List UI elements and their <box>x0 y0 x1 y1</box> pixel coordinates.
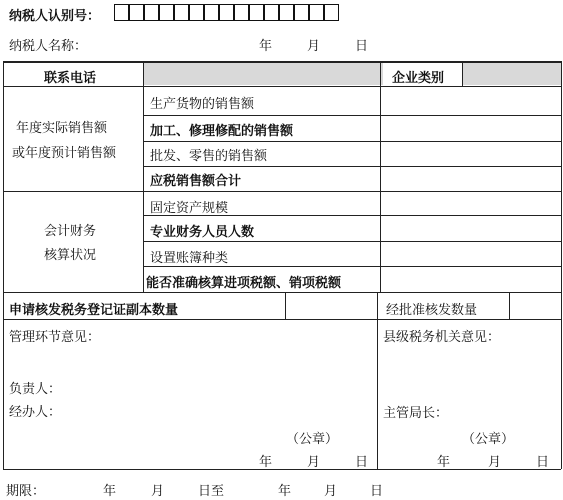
period-day-end: 日 <box>370 484 384 499</box>
accounting-group-label-line1: 会计财务 <box>44 224 97 239</box>
period-label: 期限： <box>6 484 46 499</box>
left-date-year: 年 <box>259 455 273 470</box>
enterprise-category-field[interactable] <box>463 62 560 85</box>
contact-phone-field[interactable] <box>144 62 379 85</box>
right-date-year: 年 <box>437 455 451 470</box>
taxpayer-id-label: 纳税人认别号： <box>9 9 101 24</box>
left-date-day: 日 <box>355 455 369 470</box>
copies-approved-label: 经批准核发数量 <box>386 303 478 318</box>
county-tax-opinion-label: 县级税务机关意见： <box>383 330 501 345</box>
period-day-to: 日至 <box>198 484 225 499</box>
copies-applied-field[interactable] <box>286 293 376 318</box>
sales-group-label-line2: 或年度预计销售额 <box>12 146 117 161</box>
sales-group-label-line1: 年度实际销售额 <box>16 121 108 136</box>
accounting-group-label-line2: 核算状况 <box>44 248 97 263</box>
left-date-month: 月 <box>307 455 321 470</box>
sales-values-column[interactable] <box>381 87 560 190</box>
sales-item-total: 应税销售额合计 <box>150 174 242 189</box>
copies-applied-label: 申请核发税务登记证副本数量 <box>9 303 179 318</box>
right-date-month: 月 <box>488 455 502 470</box>
period-month-from: 月 <box>151 484 165 499</box>
handler-label: 经办人： <box>9 405 62 420</box>
accounting-item-ledgers: 设置账簿种类 <box>150 251 229 266</box>
period-year-from: 年 <box>103 484 117 499</box>
header-day: 日 <box>355 39 369 54</box>
taxpayer-name-label: 纳税人名称： <box>9 39 88 54</box>
copies-approved-field[interactable] <box>510 293 560 318</box>
management-opinion-label: 管理环节意见： <box>9 330 101 345</box>
right-date-day: 日 <box>536 455 550 470</box>
person-in-charge-label: 负责人： <box>9 382 62 397</box>
contact-phone-label: 联系电话 <box>44 71 97 86</box>
left-seal-label: （公章） <box>286 432 339 447</box>
header-month: 月 <box>307 39 321 54</box>
header-year: 年 <box>259 39 273 54</box>
sales-item-wholesale: 批发、零售的销售额 <box>150 149 268 164</box>
accounting-values-column[interactable] <box>381 192 560 291</box>
accounting-item-staff: 专业财务人员人数 <box>150 225 255 240</box>
period-month-to: 月 <box>324 484 338 499</box>
sales-item-processing: 加工、修理修配的销售额 <box>150 124 294 139</box>
right-seal-label: （公章） <box>462 432 515 447</box>
sales-item-production: 生产货物的销售额 <box>150 97 255 112</box>
accounting-item-vat-ability: 能否准确核算进项税额、销项税额 <box>146 276 342 291</box>
accounting-item-fixed-assets: 固定资产规模 <box>150 201 229 216</box>
enterprise-category-label: 企业类别 <box>392 71 445 86</box>
bureau-chief-label: 主管局长： <box>383 406 449 421</box>
period-year-to: 年 <box>278 484 292 499</box>
